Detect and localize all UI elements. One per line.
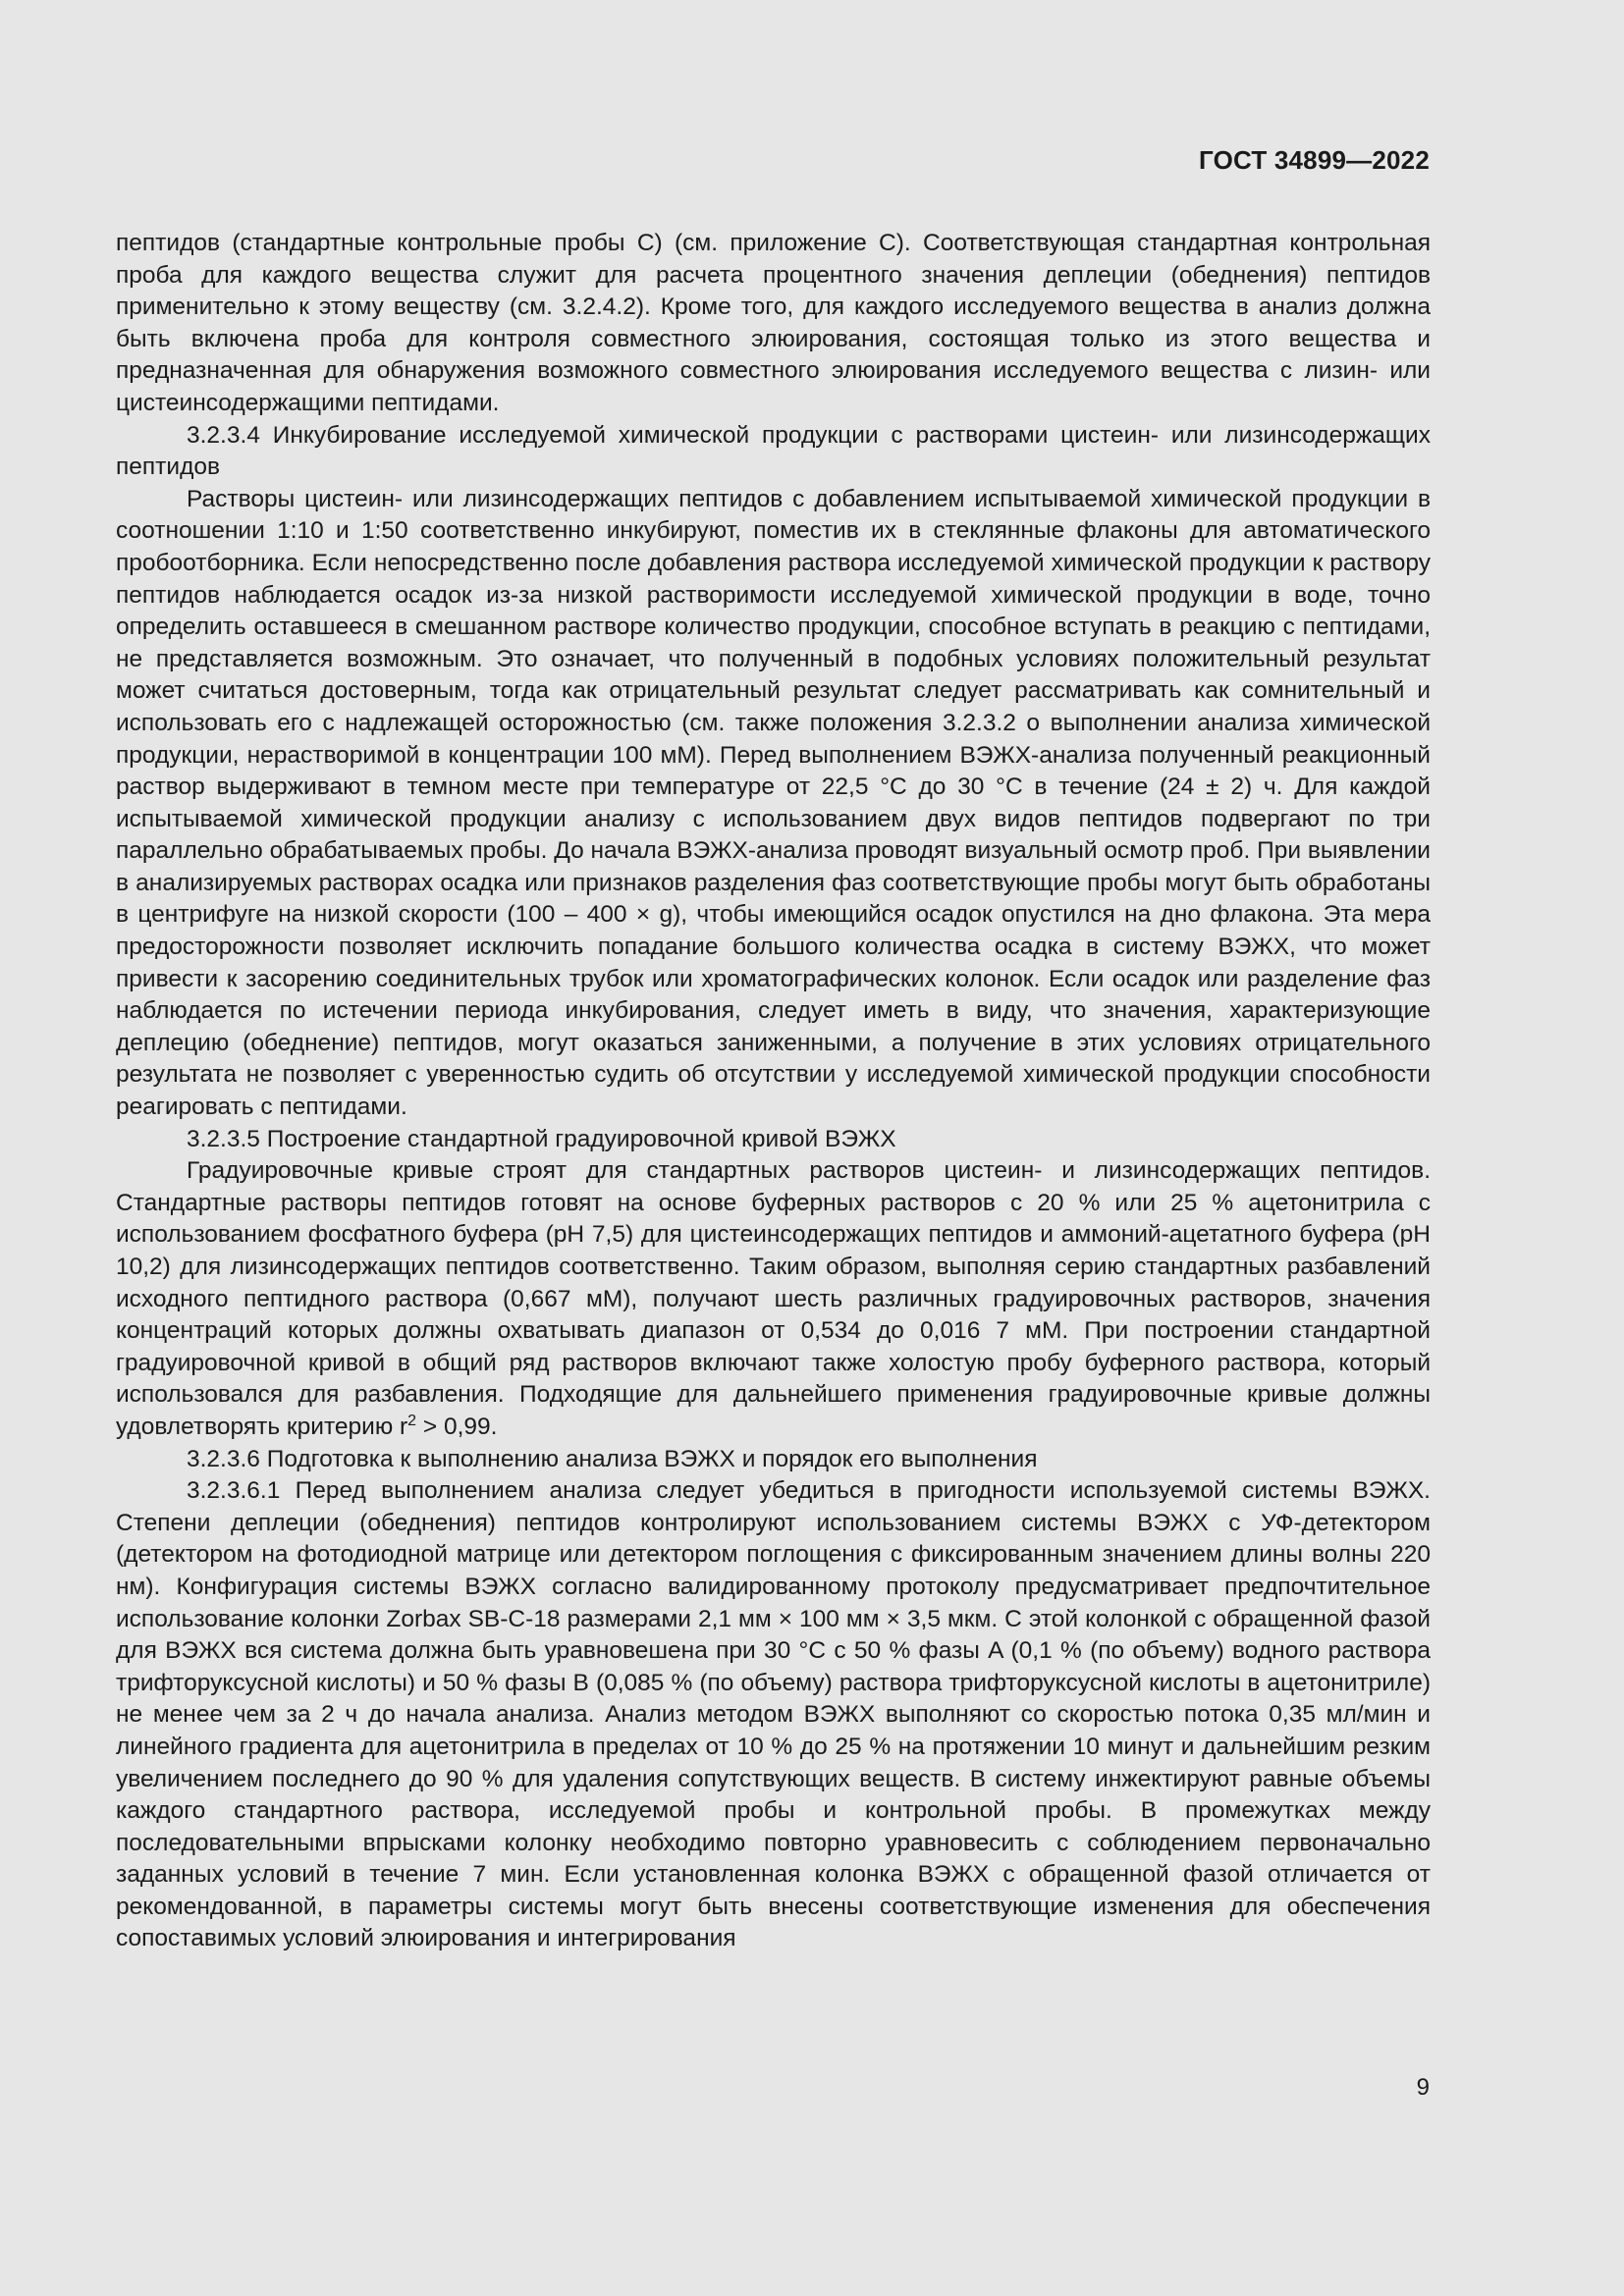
paragraph-continuation: пептидов (стандартные контрольные пробы C) (см. приложение C). Соответствующая стандартная контрольная проба для каждого вещества служит для расчета процентного значения деплеции (обеднения) пептидов применительно к этому веществу (см. 3.2.4.2). Кроме того, для каждого исследуемого вещества в анализ должна быть включена проба для контроля совместного элюирования, состоящая только из этого вещества и предназначенная для обнаружения возможного совместного элюирования исследуемого вещества с лизин- или цистеинсодержащими пептидами. — [116, 230, 1431, 416]
superscript-exponent: 2 — [407, 1412, 417, 1429]
paragraph-hplc-setup: 3.2.3.6.1 Перед выполнением анализа следует убедиться в пригодности используемой системы ВЭЖХ. Степени деплеции (обеднения) пептидов контролируют использованием системы ВЭЖХ с УФ-детектором (детектором на фотодиодной матрице или детектором поглощения с фиксированным значением длины волны 220 нм). Конфигурация системы ВЭЖХ согласно валидированному протоколу предусматривает предпочтительное использование колонки Zorbax SB-C-18 размерами 2,1 мм × 100 мм × 3,5 мкм. С этой колонкой с обращенной фазой для ВЭЖХ вся система должна быть уравновешена при 30 °C с 50 % фазы A (0,1 % (по объему) водного раствора трифторуксусной кислоты) и 50 % фазы B (0,085 % (по объему) раствора трифторуксусной кислоты в ацетонитриле) не менее чем за 2 ч до начала анализа. Анализ методом ВЭЖХ выполняют со скоростью потока 0,35 мл/мин и линейного градиента для ацетонитрила в пределах от 10 % до 25 % на протяжении 10 минут и дальнейшим резким увеличением последнего до 90 % для удаления сопутствующих веществ. В систему инжектируют равные объемы каждого стандартного раствора, исследуемой пробы и контрольной пробы. В промежутках между последовательными впрысками колонку необходимо повторно уравновесить с соблюдением первоначально заданных условий в течение 7 мин. Если установленная колонка ВЭЖХ с обращенной фазой отличается от рекомендованной, в параметры системы могут быть внесены соответствующие изменения для обеспечения сопоставимых условий элюирования и интегрирования — [116, 1477, 1431, 1952]
standard-header: ГОСТ 34899—2022 — [1199, 145, 1430, 175]
section-heading-3-2-3-5: 3.2.3.5 Построение стандартной градуировочной кривой ВЭЖХ — [187, 1125, 896, 1152]
page-number: 9 — [1416, 2074, 1430, 2101]
document-body — [116, 228, 1431, 1955]
paragraph-calibration-text: Градуировочные кривые строят для стандартных растворов цистеин- и лизинсодержащих пептидов. Стандартные растворы пептидов готовят на основе буферных растворов с 20 % или 25 % ацетонитрила с использованием фосфатного буфера (pH 7,5) для цистеинсодержащих пептидов и аммоний-ацетатного буфера (pH 10,2) для лизинсодержащих пептидов соответственно. Таким образом, выполняя серию стандартных разбавлений исходного пептидного раствора (0,667 мМ), получают шесть различных градуировочных растворов, значения концентраций которых должны охватывать диапазон от 0,534 до 0,016 7 мМ. При построении стандартной градуировочной кривой в общий ряд растворов включают также холостую пробу буферного раствора, который использовался для разбавления. Подходящие для дальнейшего применения градуировочные кривые должны удовлетворять критерию r — [116, 1157, 1431, 1440]
paragraph-calibration-tail: > 0,99. — [416, 1413, 498, 1440]
paragraph-calibration — [116, 1155, 1431, 1443]
section-heading-3-2-3-4: 3.2.3.4 Инкубирование исследуемой химической продукции с растворами цистеин- или лизинсодержащих пептидов — [116, 421, 1431, 481]
section-heading-3-2-3-6: 3.2.3.6 Подготовка к выполнению анализа ВЭЖХ и порядок его выполнения — [187, 1445, 1038, 1472]
paragraph-incubation: Растворы цистеин- или лизинсодержащих пептидов с добавлением испытываемой химической продукции в соотношении 1:10 и 1:50 соответственно инкубируют, поместив их в стеклянные флаконы для автоматического пробоотборника. Если непосредственно после добавления раствора исследуемой химической продукции к раствору пептидов наблюдается осадок из-за низкой растворимости исследуемой химической продукции в воде, точно определить оставшееся в смешанном растворе количество продукции, способное вступать в реакцию с пептидами, не представляется возможным. Это означает, что полученный в подобных условиях положительный результат может считаться достоверным, тогда как отрицательный результат следует рассматривать как сомнительный и использовать его с надлежащей осторожностью (см. также положения 3.2.3.2 о выполнении анализа химической продукции, нерастворимой в концентрации 100 мМ). Перед выполнением ВЭЖХ-анализа полученный реакционный раствор выдерживают в темном месте при температуре от 22,5 °C до 30 °C в течение (24 ± 2) ч. Для каждой испытываемой химической продукции анализу с использованием двух видов пептидов подвергают по три параллельно обрабатываемых пробы. До начала ВЭЖХ-анализа проводят визуальный осмотр проб. При выявлении в анализируемых растворах осадка или признаков разделения фаз соответствующие пробы могут быть обработаны в центрифуге на низкой скорости (100 – 400 × g), чтобы имеющийся осадок опустился на дно флакона. Эта мера предосторожности позволяет исключить попадание большого количества осадка в систему ВЭЖХ, что может привести к засорению соединительных трубок или хроматографических колонок. Если осадок или разделение фаз наблюдается по истечении периода инкубирования, следует иметь в виду, что значения, характеризующие деплецию (обеднение) пептидов, могут оказаться заниженными, а получение в этих условиях отрицательного результата не позволяет с уверенностью судить об отсутствии у исследуемой химической продукции способности реагировать с пептидами. — [116, 485, 1431, 1121]
